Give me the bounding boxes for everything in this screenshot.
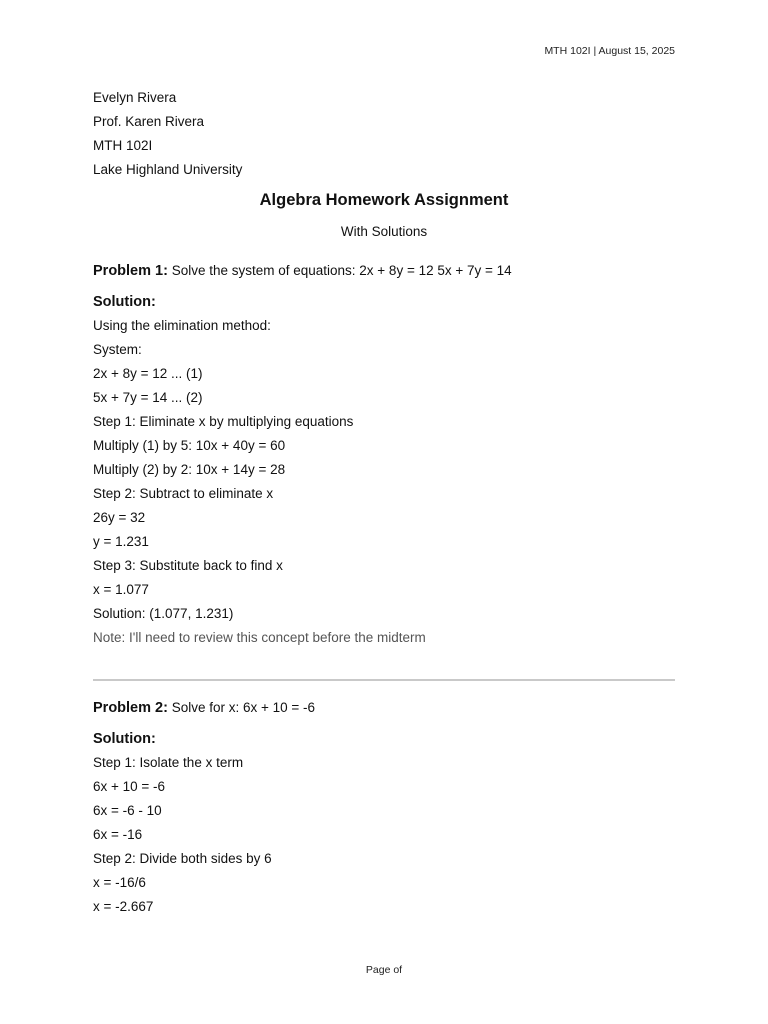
solution-line: System: xyxy=(93,342,142,357)
problem-2-heading xyxy=(93,696,675,720)
solution-line: Step 3: Substitute back to find x xyxy=(93,558,283,573)
solution-line: Multiply (2) by 2: 10x + 14y = 28 xyxy=(93,462,286,477)
problem-1-label: Problem 1: xyxy=(93,263,168,279)
solution-line: Multiply (1) by 5: 10x + 40y = 60 xyxy=(93,438,286,453)
solution-line: Step 1: Eliminate x by multiplying equations xyxy=(93,414,354,429)
solution-line: x = 1.077 xyxy=(93,582,149,597)
document-body xyxy=(93,86,675,919)
solution-line: 2x + 8y = 12 ... (1) xyxy=(93,366,203,381)
document-subtitle: With Solutions xyxy=(340,224,428,239)
problem-1-section xyxy=(93,259,675,650)
problem-2-statement: Solve for x: 6x + 10 = -6 xyxy=(167,700,316,715)
solution-line: Solution: (1.077, 1.231) xyxy=(93,606,234,621)
solution-line: Step 2: Divide both sides by 6 xyxy=(93,851,272,866)
problem-1-solution-label: Solution: xyxy=(93,294,156,310)
solution-line: Step 1: Isolate the x term xyxy=(93,755,244,770)
solution-line: Using the elimination method: xyxy=(93,318,271,333)
problem-2-solution-label: Solution: xyxy=(93,731,156,747)
document-title: Algebra Homework Assignment xyxy=(259,191,509,209)
author-block xyxy=(93,86,675,182)
solution-line: 26y = 32 xyxy=(93,510,146,525)
university-name: Lake Highland University xyxy=(93,162,243,177)
section-divider xyxy=(93,679,675,681)
problem-1-heading xyxy=(93,259,675,283)
problem-2-section xyxy=(93,696,675,919)
page-footer: Page of xyxy=(365,964,403,976)
solution-line: 6x + 10 = -6 xyxy=(93,779,166,794)
student-name: Evelyn Rivera xyxy=(93,90,177,105)
solution-line: y = 1.231 xyxy=(93,534,149,549)
solution-line: Step 2: Subtract to eliminate x xyxy=(93,486,274,501)
course-code: MTH 102I xyxy=(93,138,153,153)
solution-line: x = -2.667 xyxy=(93,899,154,914)
solution-line: 6x = -6 - 10 xyxy=(93,803,162,818)
professor-name: Prof. Karen Rivera xyxy=(93,114,205,129)
problem-1-statement: Solve the system of equations: 2x + 8y = 12 5x + 7y = 14 xyxy=(167,263,512,278)
problem-2-label: Problem 2: xyxy=(93,700,168,716)
solution-line: 5x + 7y = 14 ... (2) xyxy=(93,390,203,405)
header-course-date: MTH 102I | August 15, 2025 xyxy=(544,45,675,57)
solution-line: x = -16/6 xyxy=(93,875,146,890)
review-note: Note: I'll need to review this concept before the midterm xyxy=(93,630,426,645)
solution-line: 6x = -16 xyxy=(93,827,143,842)
